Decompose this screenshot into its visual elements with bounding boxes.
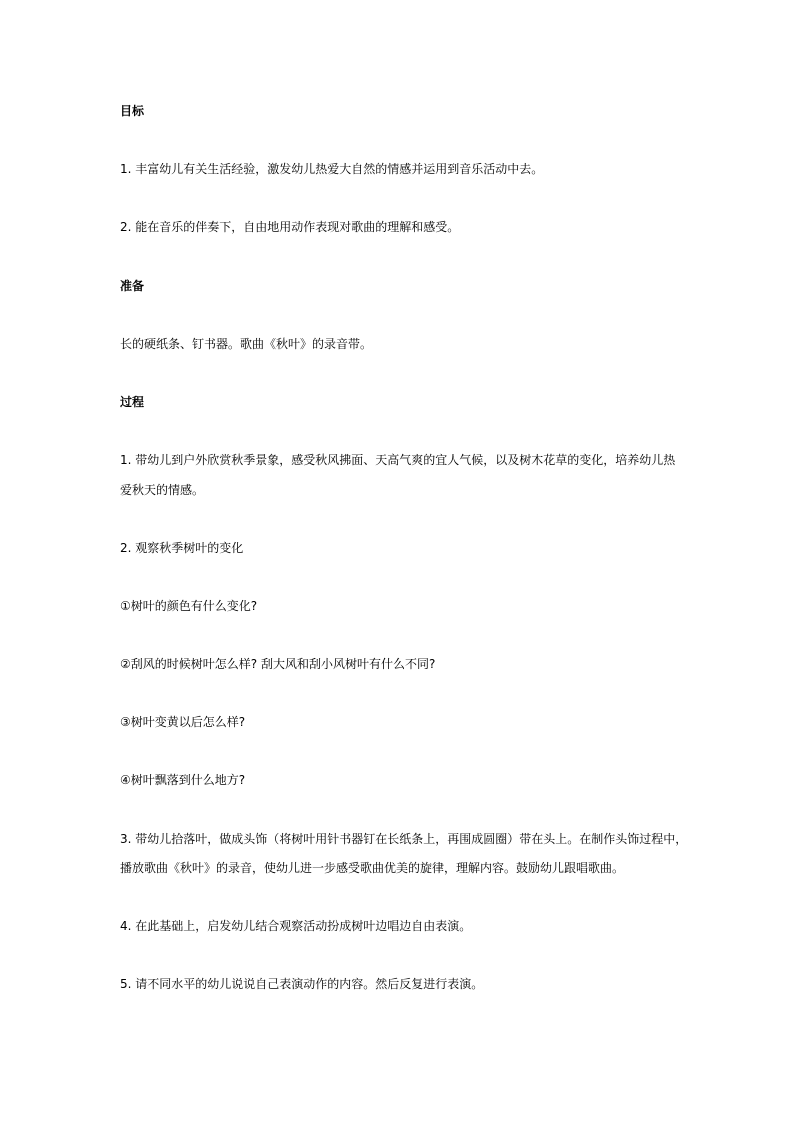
goal-item-1: 1. 丰富幼儿有关生活经验，激发幼儿热爱大自然的情感并运用到音乐活动中去。 — [120, 162, 544, 176]
question-1: ①树叶的颜色有什么变化? — [120, 599, 258, 613]
goal-item-2: 2. 能在音乐的伴奏下，自由地用动作表现对歌曲的理解和感受。 — [120, 220, 460, 234]
heading-prep: 准备 — [120, 279, 145, 293]
heading-process: 过程 — [120, 395, 145, 409]
process-step-1-line-2: 爱秋天的情感。 — [120, 483, 205, 497]
process-step-2: 2. 观察秋季树叶的变化 — [120, 541, 244, 555]
question-4: ④树叶飘落到什么地方? — [120, 773, 246, 787]
process-step-5: 5. 请不同水平的幼儿说说自己表演动作的内容。然后反复进行表演。 — [120, 977, 484, 991]
process-step-4: 4. 在此基础上，启发幼儿结合观察活动扮成树叶边唱边自由表演。 — [120, 919, 472, 933]
heading-goal: 目标 — [120, 104, 145, 118]
process-step-1-line-1: 1. 带幼儿到户外欣赏秋季景象，感受秋风拂面、天高气爽的宜人气候，以及树木花草的变化，培养幼儿热 — [120, 453, 676, 467]
process-step-3-line-1: 3. 带幼儿拾落叶，做成头饰（将树叶用针书器钉在长纸条上，再围成圆圈）带在头上。在制作头饰过程中， — [120, 832, 688, 846]
question-2: ②刮风的时候树叶怎么样? 刮大风和刮小风树叶有什么不同? — [120, 657, 436, 671]
question-3: ③树叶变黄以后怎么样? — [120, 715, 246, 729]
process-step-3-line-2: 播放歌曲《秋叶》的录音，使幼儿进一步感受歌曲优美的旋律，理解内容。鼓励幼儿跟唱歌曲。 — [120, 861, 625, 875]
prep-text: 长的硬纸条、钉书器。歌曲《秋叶》的录音带。 — [120, 337, 373, 351]
